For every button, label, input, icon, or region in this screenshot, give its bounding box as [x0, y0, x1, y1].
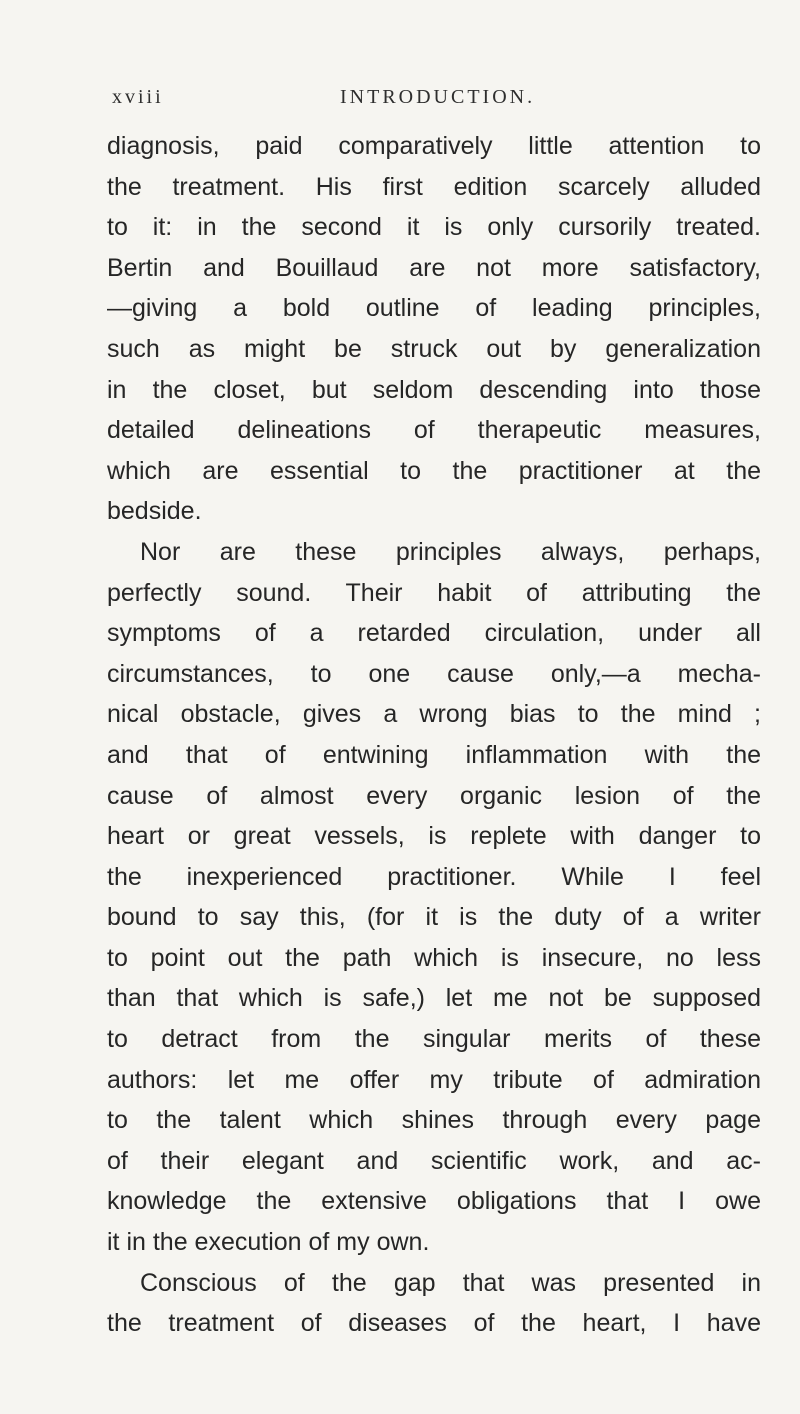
text-line: nical obstacle, gives a wrong bias to the mind ;: [107, 700, 761, 729]
text-line: to it: in the second it is only cursorily treated.: [107, 213, 761, 242]
text-line: the treatment of diseases of the heart, I have: [107, 1309, 761, 1338]
text-line: detailed delineations of therapeutic measures,: [107, 416, 761, 445]
text-line: in the closet, but seldom descending into those: [107, 375, 761, 404]
text-line: to point out the path which is insecure, no less: [107, 943, 761, 972]
text-line: which are essential to the practitioner at the: [107, 456, 761, 485]
text-line: knowledge the extensive obligations that I owe: [107, 1187, 761, 1216]
text-line: and that of entwining inflammation with the: [107, 740, 761, 769]
text-line: Bertin and Bouillaud are not more satisfactory,: [107, 253, 761, 282]
body-text: [107, 126, 761, 1344]
text-line: the inexperienced practitioner. While I feel: [107, 862, 761, 891]
text-line: Nor are these principles always, perhaps,: [140, 537, 761, 566]
text-line: cause of almost every organic lesion of the: [107, 781, 761, 810]
text-line: the treatment. His first edition scarcely alluded: [107, 172, 761, 201]
text-line: perfectly sound. Their habit of attributing the: [107, 578, 761, 607]
text-line: symptoms of a retarded circulation, under all: [107, 619, 761, 648]
text-line: it in the execution of my own.: [107, 1228, 430, 1257]
page-number: xviii: [112, 86, 164, 108]
text-line: authors: let me offer my tribute of admiration: [107, 1065, 761, 1094]
text-line: bound to say this, (for it is the duty of a writer: [107, 903, 761, 932]
running-title: INTRODUCTION.: [340, 86, 536, 108]
text-line: bedside.: [107, 497, 202, 526]
text-line: Conscious of the gap that was presented in: [140, 1268, 761, 1297]
text-line: —giving a bold outline of leading principles,: [107, 294, 761, 323]
text-line: circumstances, to one cause only,—a mecha-: [107, 659, 761, 688]
text-line: than that which is safe,) let me not be supposed: [107, 984, 761, 1013]
text-line: to the talent which shines through every page: [107, 1106, 761, 1135]
text-line: heart or great vessels, is replete with danger to: [107, 822, 761, 851]
text-line: such as might be struck out by generalization: [107, 334, 761, 363]
running-head: [112, 86, 752, 112]
text-line: of their elegant and scientific work, and ac-: [107, 1146, 761, 1175]
text-line: diagnosis, paid comparatively little attention to: [107, 132, 761, 160]
text-line: to detract from the singular merits of these: [107, 1025, 761, 1054]
